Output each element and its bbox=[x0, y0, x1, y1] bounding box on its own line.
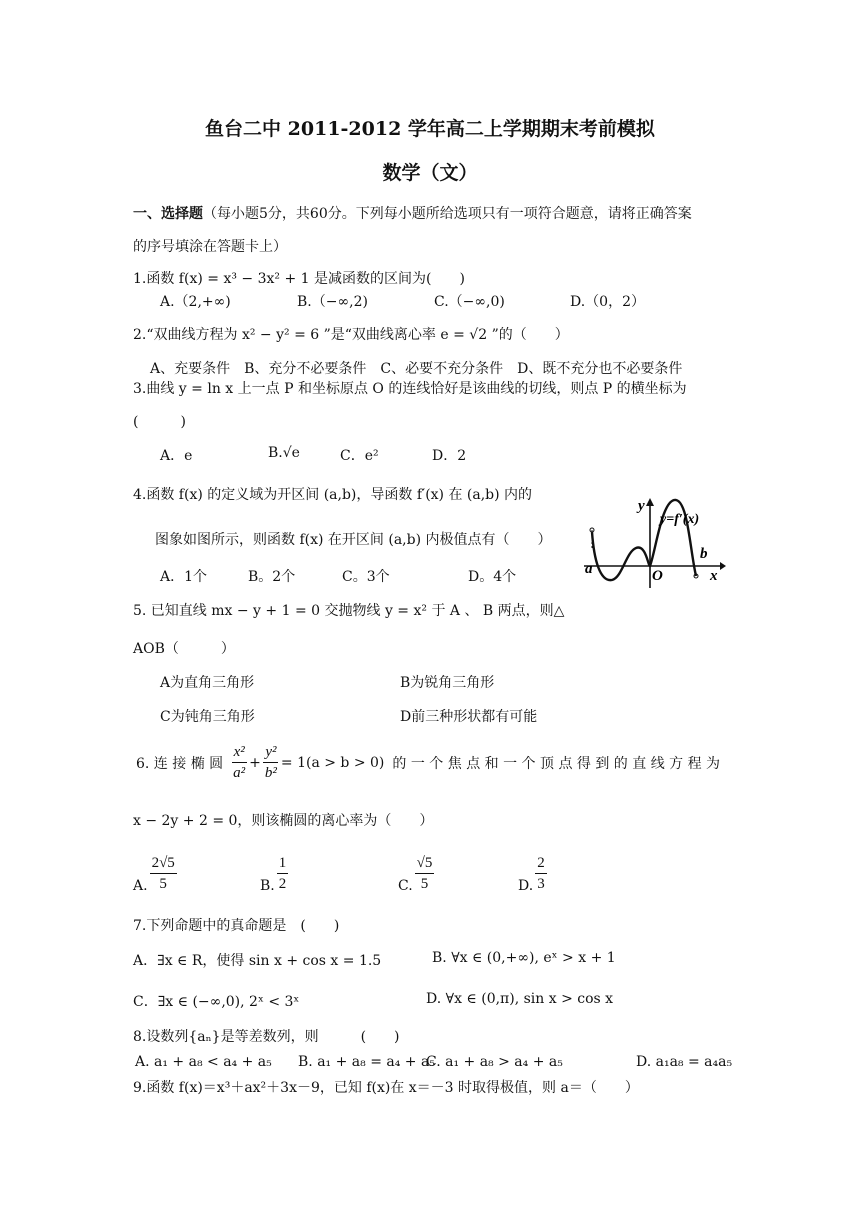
question-7-option-b: B. ∀x ∈ (0,+∞), eˣ > x + 1 bbox=[432, 950, 616, 966]
curve-label: y=f′(x) bbox=[660, 512, 700, 527]
question-7-option-c: C．∃x ∈ (−∞,0), 2ˣ < 3ˣ bbox=[133, 994, 300, 1010]
question-3-option-c: C．e² bbox=[340, 448, 379, 464]
section-desc-line2: 的序号填涂在答题卡上） bbox=[133, 239, 287, 255]
question-8-option-d: D. a₁a₈ = a₄a₅ bbox=[636, 1054, 733, 1070]
y-axis-arrow bbox=[646, 498, 654, 506]
question-6-stem-line2: x − 2y + 2 = 0，则该椭圆的离心率为（ ） bbox=[133, 813, 434, 829]
option-c-frac bbox=[415, 853, 435, 894]
option-b-frac bbox=[277, 853, 289, 894]
question-9-stem: 9.函数 f(x)＝x³＋ax²＋3x－9，已知 f(x)在 x＝－3 时取得极值，则 a＝（ ） bbox=[133, 1080, 639, 1096]
question-2-stem: 2.“双曲线方程为 x² − y² = 6 ”是“双曲线离心率 e = √2 ”的（ ） bbox=[133, 327, 569, 343]
y-label: y bbox=[638, 498, 645, 514]
question-3-stem-line2: ( ) bbox=[133, 414, 186, 430]
option-a-den: 5 bbox=[159, 876, 167, 892]
plus-sign: + bbox=[249, 754, 261, 771]
question-8-option-c: C. a₁ + a₈ > a₄ + a₅ bbox=[426, 1054, 563, 1070]
option-d-label: D. bbox=[518, 878, 534, 894]
question-8-stem: 8.设数列{aₙ}是等差数列，则 ( ) bbox=[133, 1029, 400, 1045]
frac-x-den: a² bbox=[233, 765, 246, 781]
option-b-num: 1 bbox=[277, 853, 289, 874]
frac-x-num: x² bbox=[232, 742, 247, 763]
question-3-option-a: A．e bbox=[160, 448, 193, 464]
question-6-lead: 6. 连 接 椭 圆 bbox=[136, 755, 224, 772]
option-a-num: 2√5 bbox=[150, 853, 177, 874]
option-a-frac bbox=[150, 853, 177, 894]
frac-y-den: b² bbox=[264, 765, 277, 781]
question-7-stem: 7.下列命题中的真命题是 ( ) bbox=[133, 918, 340, 934]
question-5-option-b: B为锐角三角形 bbox=[400, 675, 495, 691]
option-b-den: 2 bbox=[278, 876, 287, 892]
question-4-option-a: A．1个 bbox=[160, 569, 208, 585]
question-6-option-d bbox=[518, 853, 549, 894]
question-5-stem-line1: 5. 已知直线 mx − y + 1 = 0 交抛物线 y = x² 于 A 、 B 两点，则△ bbox=[133, 603, 565, 619]
ellipse-condition: = 1(a > b > 0) bbox=[280, 754, 385, 771]
question-3-option-b: B.√e bbox=[268, 445, 300, 461]
option-d-den: 3 bbox=[537, 876, 545, 892]
section-heading: 一、选择题 bbox=[133, 206, 203, 222]
option-c-den: 5 bbox=[420, 876, 429, 892]
section-desc-line1: （每小题5分，共60分。下列每小题所给选项只有一项符合题意，请将正确答案 bbox=[203, 206, 692, 222]
option-d-num: 2 bbox=[535, 853, 547, 874]
ellipse-frac-y bbox=[263, 742, 279, 783]
frac-y-num: y² bbox=[263, 742, 278, 763]
option-d-frac bbox=[535, 853, 547, 894]
question-6-option-c bbox=[398, 853, 436, 894]
option-c-num: √5 bbox=[415, 853, 435, 874]
question-4-stem-line2: 图象如图所示，则函数 f(x) 在开区间 (a,b) 内极值点有（ ） bbox=[155, 532, 552, 548]
question-5-option-d: D前三种形状都有可能 bbox=[400, 709, 538, 725]
x-label: x bbox=[710, 568, 718, 584]
question-1-stem: 1.函数 f(x) = x³ − 3x² + 1 是减函数的区间为( ) bbox=[133, 271, 465, 287]
question-4-option-c: C。3个 bbox=[342, 569, 390, 585]
question-2-options: A、充要条件 B、充分不必要条件 C、必要不充分条件 D、既不充分也不必要条件 bbox=[150, 361, 683, 377]
question-8-option-b: B. a₁ + a₈ = a₄ + a₅ bbox=[298, 1054, 435, 1070]
question-3-stem-line1: 3.曲线 y = ln x 上一点 P 和坐标原点 O 的连线恰好是该曲线的切线，则点 P 的横坐标为 bbox=[133, 381, 687, 397]
option-c-label: C. bbox=[398, 878, 413, 894]
question-8-option-a: A. a₁ + a₈ < a₄ + a₅ bbox=[135, 1054, 272, 1070]
a-label: a bbox=[585, 561, 593, 577]
section-intro bbox=[133, 203, 692, 223]
derivative-graph bbox=[580, 490, 730, 590]
question-1-option-c: C.（−∞,0) bbox=[434, 294, 505, 310]
question-5-option-c: C为钝角三角形 bbox=[160, 709, 255, 725]
page-subtitle: 数学（文） bbox=[382, 162, 478, 184]
question-4-option-b: B。2个 bbox=[248, 569, 296, 585]
question-6-stem-line1 bbox=[136, 742, 720, 783]
question-3-option-d: D．2 bbox=[432, 448, 467, 464]
origin-label: O bbox=[652, 568, 663, 584]
question-5-stem-line2: AOB（ ） bbox=[133, 641, 235, 657]
question-7-option-d: D. ∀x ∈ (0,π), sin x > cos x bbox=[426, 991, 614, 1007]
question-6-option-a bbox=[133, 853, 179, 894]
x-axis-arrow bbox=[720, 562, 726, 570]
page-title: 鱼台二中 2011-2012 学年高二上学期期末考前模拟 bbox=[205, 118, 655, 140]
question-6-option-b bbox=[260, 853, 290, 894]
question-1-option-d: D.（0，2） bbox=[570, 294, 645, 310]
question-5-option-a: A为直角三角形 bbox=[160, 675, 255, 691]
question-4-stem-line1: 4.函数 f(x) 的定义域为开区间 (a,b)，导函数 f′(x) 在 (a,b) 内的 bbox=[133, 487, 533, 503]
option-a-label: A. bbox=[133, 878, 148, 894]
question-1-option-a: A.（2,+∞) bbox=[160, 294, 231, 310]
question-1-option-b: B.（−∞,2) bbox=[297, 294, 368, 310]
question-7-option-a: A．∃x ∈ R，使得 sin x + cos x = 1.5 bbox=[133, 953, 382, 969]
option-b-label: B. bbox=[260, 878, 275, 894]
question-6-tail: 的 一 个 焦 点 和 一 个 顶 点 得 到 的 直 线 方 程 为 bbox=[392, 755, 721, 772]
b-label: b bbox=[700, 546, 708, 562]
ellipse-frac-x bbox=[231, 742, 247, 783]
question-4-option-d: D。4个 bbox=[468, 569, 517, 585]
